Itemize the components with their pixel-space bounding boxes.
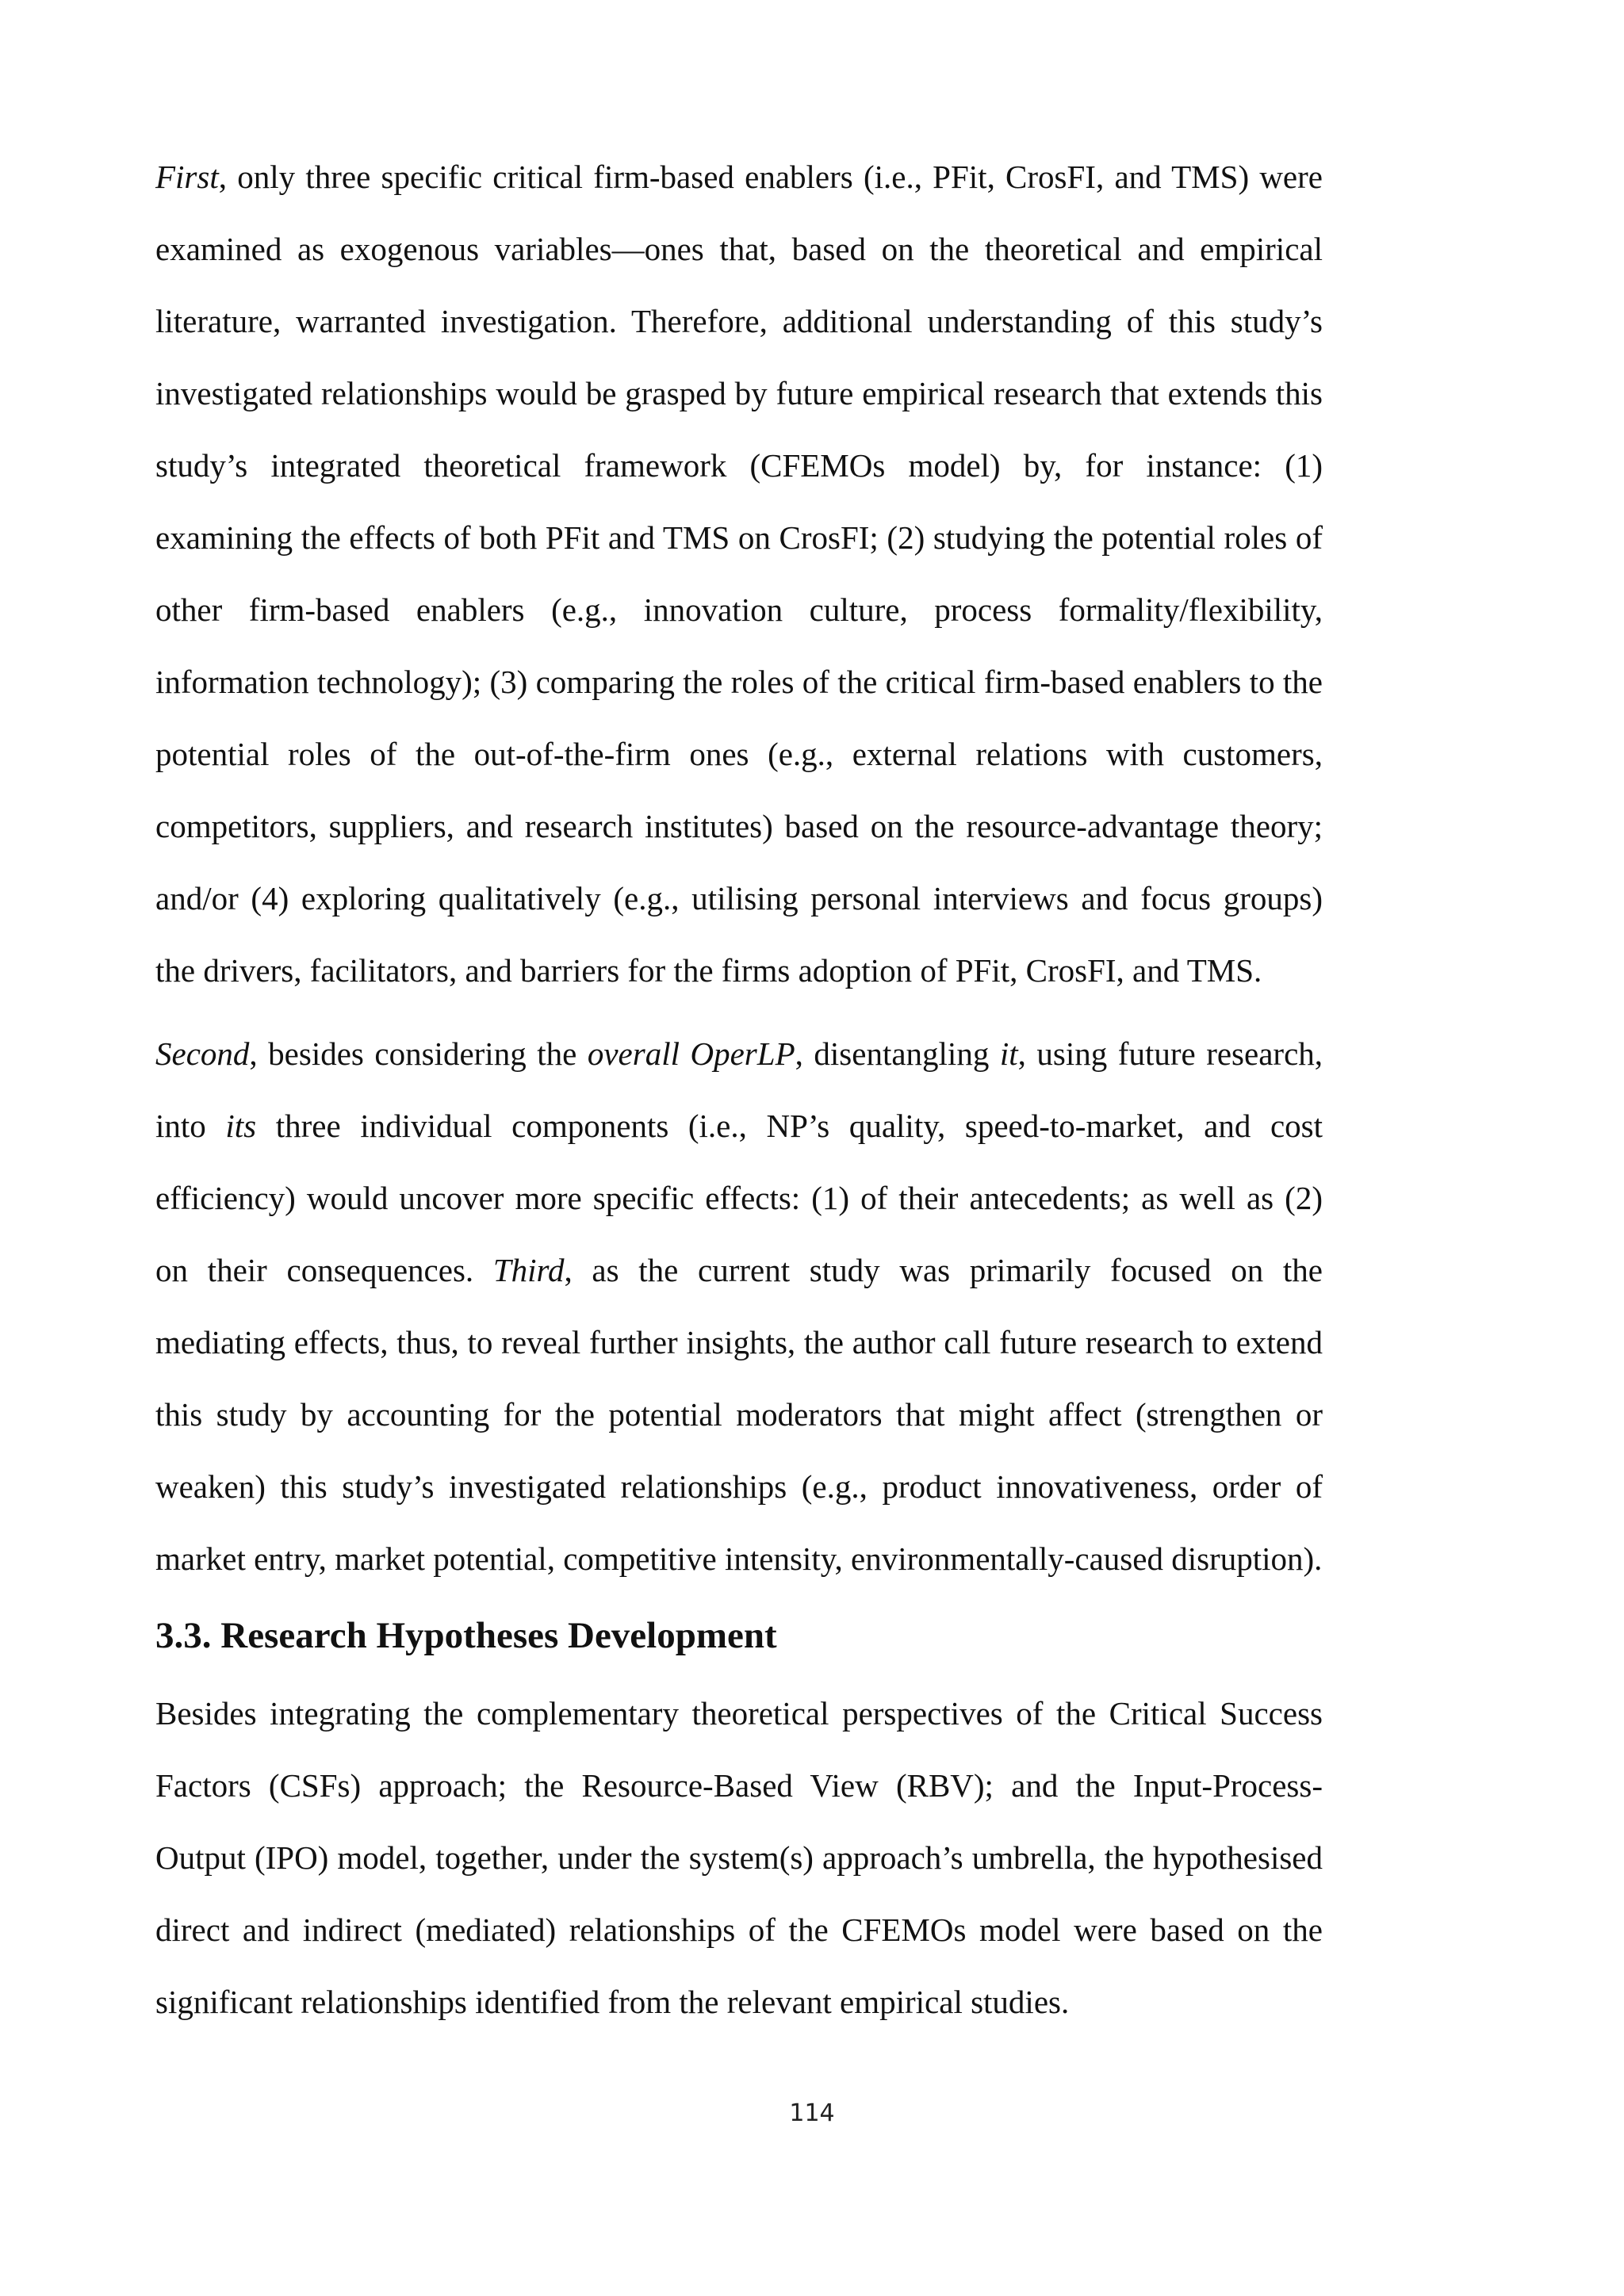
paragraph-text: , using future research, into <box>155 1035 1323 1144</box>
page-body <box>155 141 1323 2038</box>
italic-term: it <box>999 1035 1018 1072</box>
section-heading: 3.3. Research Hypotheses Development <box>155 1615 777 1656</box>
italic-term: its <box>225 1108 257 1144</box>
paragraph-text: three individual components (i.e., NP’s quality, speed-to-market, and cost efficiency) would uncover more specific effects: (1) of their antecedents; as well as (2) on their consequences. <box>155 1108 1323 1288</box>
paragraph-hypotheses-intro: Besides integrating the complementary theoretical perspectives of the Critical Success Factors (CSFs) approach; the Resource-Based View (RBV); and the Input-Process-Output (IPO) model, together, under the system(s) approach’s umbrella, the hypothesised direct and indirect (mediated) relationships of the CFEMOs model were based on the significant relationships identified from the relevant empirical studies. <box>155 1695 1323 2020</box>
italic-term: overall OperLP <box>587 1035 795 1072</box>
paragraph-text: , only three specific critical firm-based enablers (i.e., PFit, CrosFI, and TMS) were examined as exogenous variables—ones that, based on the theoretical and empirical literature, warranted investigation. Therefore, additional understanding of this study’s investigated relationships would be grasped by future empirical research that extends this study’s integrated theoretical framework (CFEMOs model) by, for instance: (1) examining the effects of both PFit and TMS on CrosFI; (2) studying the potential roles of other firm-based enablers (e.g., innovation culture, process formality/flexibility, information technology); (3) comparing the roles of the critical firm-based enablers to the potential roles of the out-of-the-firm ones (e.g., external relations with customers, competitors, suppliers, and research institutes) based on the resource-advantage theory; and/or (4) exploring qualitatively (e.g., utilising personal interviews and focus groups) the drivers, facilitators, and barriers for the firms adoption of PFit, CrosFI, and TMS. <box>155 159 1323 989</box>
paragraph-lead-second: Second <box>155 1035 250 1072</box>
paragraph-limitations-first <box>155 141 1323 1007</box>
paragraph-limitations-second <box>155 1018 1323 1595</box>
paragraph-text: , besides considering the <box>249 1035 588 1072</box>
page-number: 114 <box>789 2099 835 2127</box>
paragraph-lead-first: First <box>155 159 219 195</box>
paragraph-text: , disentangling <box>795 1035 1000 1072</box>
paragraph-text: , as the current study was primarily focused on the mediating effects, thus, to reveal further insights, the author call future research to extend this study by accounting for the potential moderators that might affect (strengthen or weaken) this study’s investigated relationships (e.g., product innovativeness, order of market entry, market potential, competitive intensity, environmentally-caused disruption). <box>155 1252 1323 1577</box>
paragraph-lead-third: Third <box>492 1252 565 1288</box>
